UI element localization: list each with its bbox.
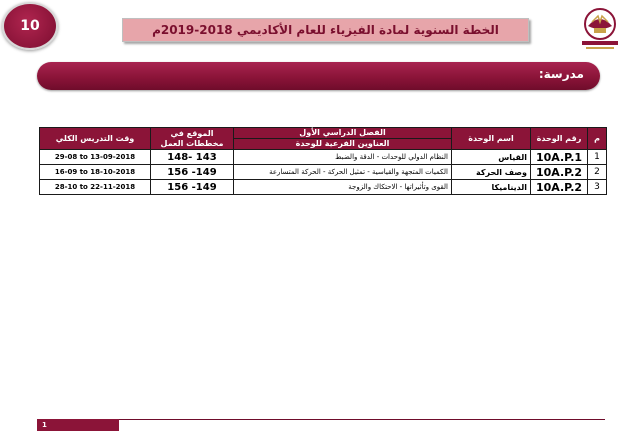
unit-location: 148- 143 xyxy=(151,150,234,165)
page-title-box xyxy=(122,18,529,42)
row-num: 2 xyxy=(588,165,607,180)
unit-code: 10A.P.2 xyxy=(531,165,588,180)
header-num: م xyxy=(588,128,607,150)
unit-name: وصف الحركة xyxy=(452,165,531,180)
page-number-badge xyxy=(2,2,58,50)
table-row xyxy=(40,180,607,195)
qatar-ministry-emblem-icon xyxy=(572,4,628,52)
table-row xyxy=(40,165,607,180)
school-label: مدرسة: xyxy=(538,67,584,81)
semester-title: الفصل الدراسي الأول xyxy=(234,128,452,139)
school-bar xyxy=(37,62,600,90)
unit-name: الديناميكا xyxy=(452,180,531,195)
table-header-row xyxy=(40,128,607,139)
unit-subtopics: الكميات المتجهة والقياسية - تمثيل الحركة - الحركة المتسارعة xyxy=(234,165,452,180)
unit-code: 10A.P.1 xyxy=(531,150,588,165)
header-subtopics: العناوين الفرعية للوحدة xyxy=(234,139,452,150)
annual-plan-table xyxy=(39,127,607,195)
unit-location: 156 -149 xyxy=(151,180,234,195)
header-unit-name: اسم الوحدة xyxy=(452,128,531,150)
unit-code: 10A.P.2 xyxy=(531,180,588,195)
footer-page-number: 1 xyxy=(42,421,47,429)
unit-total-time: 29-08 to 13-09-2018 xyxy=(40,150,151,165)
row-num: 1 xyxy=(588,150,607,165)
unit-location: 156 -149 xyxy=(151,165,234,180)
unit-subtopics: النظام الدولي للوحدات - الدقة والضبط xyxy=(234,150,452,165)
unit-name: القياس xyxy=(452,150,531,165)
header-unit-code: رقم الوحدة xyxy=(531,128,588,150)
page-number: 10 xyxy=(20,18,40,34)
unit-subtopics: القوى وتأثيراتها - الاحتكاك والزوجة xyxy=(234,180,452,195)
page-title: الخطة السنوية لمادة الفيزياء للعام الأكاديمي 2018-2019م xyxy=(152,23,499,37)
table-row xyxy=(40,150,607,165)
header-total-time: وقت التدريس الكلي xyxy=(40,128,151,150)
footer-divider xyxy=(37,419,605,420)
footer-page-tab xyxy=(37,419,119,431)
unit-total-time: 28-10 to 22-11-2018 xyxy=(40,180,151,195)
row-num: 3 xyxy=(588,180,607,195)
unit-total-time: 16-09 to 18-10-2018 xyxy=(40,165,151,180)
header-location: الموقع في مخططات العمل xyxy=(151,128,234,150)
